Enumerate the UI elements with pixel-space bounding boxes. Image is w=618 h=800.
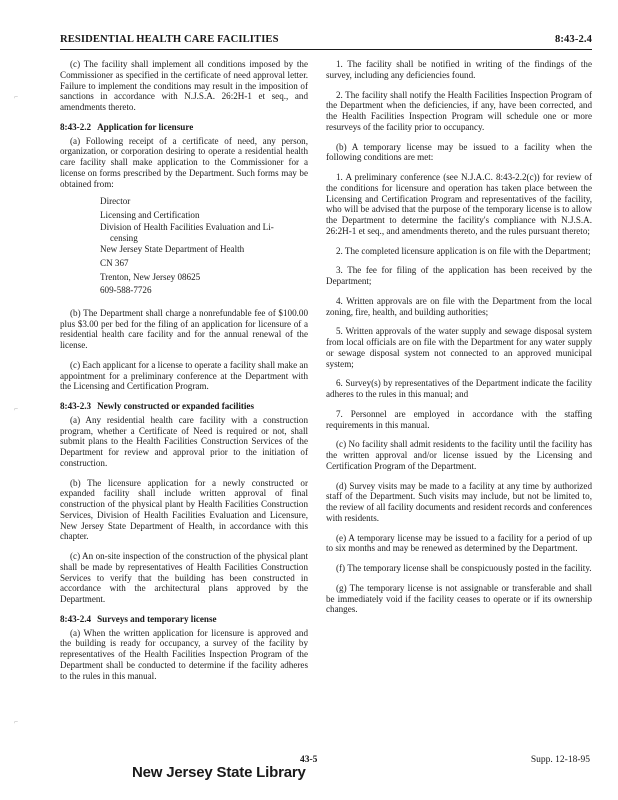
address-line: censing [110, 232, 138, 243]
section-title: Surveys and temporary license [97, 613, 217, 624]
paragraph: 1. A preliminary conference (see N.J.A.C. 8:43-2.2(c)) for review of the conditions for licensure and operation has taken place between the Licensing and Certification Program and representatives of the facility, who will be advised that the purpose of the temporary license is to allow the Department to determine the facility's compliance with N.J.S.A. 26:2H-1 et seq., and amendments thereto, and the rules pursuant thereto; [326, 172, 592, 236]
page-number: 43-5 [300, 755, 318, 765]
paragraph: 2. The facility shall notify the Health Facilities Inspection Program of the Department when the deficiencies, if any, have been corrected, and the Health Facilities Inspection Program will schedule one or more resurveys of the facility prior to occupancy. [326, 89, 592, 132]
paragraph: (a) When the written application for licensure is approved and the building is ready for occupancy, a survey of the facility by representatives of the Health Facilities Inspection Program of the Department shall be conducted to determine if the facility adheres to the rules in this manual. [60, 627, 308, 681]
paragraph: 6. Survey(s) by representatives of the Department indicate the facility adheres to the rules in this manual; and [326, 378, 592, 399]
section-heading [60, 614, 308, 625]
address-line: Division of Health Facilities Evaluation and Li- [100, 222, 274, 233]
paragraph: 3. The fee for filing of the application has been received by the Department; [326, 265, 592, 286]
address-line: New Jersey State Department of Health [100, 244, 245, 255]
paragraph: 5. Written approvals of the water supply and sewage disposal system from local officials are on file with the Department for any water supply or sewage disposal system not connected to an approved municipal system; [326, 326, 592, 369]
mailing-address [100, 195, 308, 298]
paragraph: (g) The temporary license is not assignable or transferable and shall be immediately void if the facility ceases to operate or if its ownership changes. [326, 582, 592, 615]
margin-mark: ⌐ [14, 405, 18, 413]
section-number: 8:43-2.4 [60, 613, 92, 624]
section-number: 8:43-2.3 [60, 401, 92, 412]
address-line: 609-588-7726 [100, 285, 152, 296]
header-title: RESIDENTIAL HEALTH CARE FACILITIES [60, 34, 279, 45]
paragraph: (b) A temporary license may be issued to a facility when the following conditions are met: [326, 141, 592, 163]
address-line: Trenton, New Jersey 08625 [100, 271, 201, 282]
paragraph: (e) A temporary license may be issued to a facility for a period of up to six months and may be renewed as determined by the Department. [326, 532, 592, 554]
left-column [60, 59, 308, 690]
paragraph: 2. The completed licensure application is on file with the Department; [336, 245, 591, 256]
paragraph: 4. Written approvals are on file with the Department from the local zoning, fire, health, and building authorities; [326, 295, 592, 317]
paragraph: (f) The temporary license shall be conspicuously posted in the facility. [336, 563, 592, 573]
paragraph: (a) Following receipt of a certificate of need, any person, organization, or corporation desiring to operate a residential health care facility shall make application to the Commissioner for a license on forms prescribed by the Department. Such forms may be obtained from: [60, 135, 308, 189]
section-title: Application for licensure [97, 121, 194, 132]
paragraph: (b) The licensure application for a newly constructed or expanded facility shall include written approval of final construction of the physical plant by Health Facilities Construction Services, Division of Health Facilities Evaluation and Licensure, New Jersey State Department of Health, in accordance with this chapter. [60, 477, 308, 542]
paragraph: (c) Each applicant for a license to operate a facility shall make an appointment for a preliminary conference at the Department with the Licensing and Certification Program. [60, 359, 308, 392]
paragraph: (c) An on-site inspection of the construction of the physical plant shall be made by representatives of Health Facilities Construction Services to verify that the building has been constructed in accordance with the architectural plans approved by the Department. [60, 551, 308, 605]
paragraph: (d) Survey visits may be made to a facility at any time by authorized staff of the Department. Such visits may include, but not be limited to, the review of all facility documents and resident records and conferences with residents. [326, 480, 592, 523]
paragraph: (b) The Department shall charge a nonrefundable fee of $100.00 plus $3.00 per bed for the filing of an application for licensure of a residential health care facility and for the annual renewal of the license. [60, 307, 308, 351]
margin-mark: ⌐ [14, 718, 18, 726]
paragraph: 1. The facility shall be notified in writing of the findings of the survey, including any deficiencies found. [326, 59, 592, 80]
library-stamp: New Jersey State Library [132, 764, 306, 781]
paragraph: (c) The facility shall implement all conditions imposed by the Commissioner as specified in the certificate of need approval letter. Failure to implement the conditions may result in the imposition of sanctions in accordance with N.J.S.A. 26:2H-1 et seq., and amendments thereto. [60, 59, 308, 112]
margin-mark: ⌐ [14, 93, 18, 101]
running-header [60, 33, 592, 50]
right-column [326, 59, 592, 624]
paragraph: 7. Personnel are employed in accordance with the staffing requirements in this manual. [326, 408, 592, 430]
paragraph: (a) Any residential health care facility with a construction program, whether a Certificate of Need is required or not, shall submit plans to the Health Facilities Construction Services of the Department for review and approval prior to the initiation of construction. [60, 414, 308, 468]
section-heading [60, 401, 308, 412]
header-section-number: 8:43-2.4 [555, 34, 592, 45]
address-line: Director [100, 196, 131, 207]
section-number: 8:43-2.2 [60, 121, 92, 132]
supplement-date: Supp. 12-18-95 [530, 755, 590, 765]
address-line: Licensing and Certification [100, 209, 200, 220]
section-title: Newly constructed or expanded facilities [97, 401, 255, 412]
section-heading [60, 122, 308, 133]
address-line: CN 367 [100, 258, 129, 269]
paragraph: (c) No facility shall admit residents to the facility until the facility has the written approval and/or license issued by the Licensing and Certification Program of the Department. [326, 439, 592, 471]
